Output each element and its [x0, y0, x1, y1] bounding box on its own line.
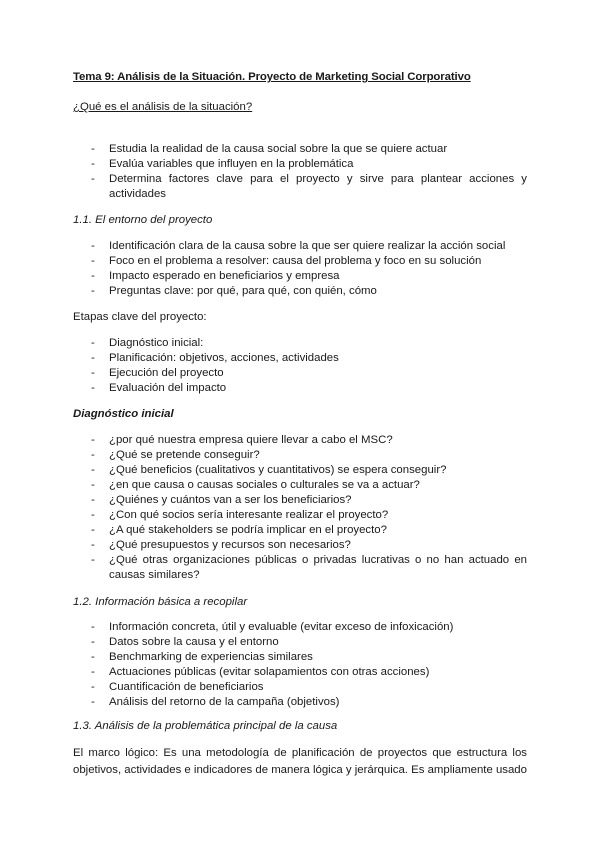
list-item: - ¿Qué beneficios (cualitativos y cuantitativos) se espera conseguir? — [91, 464, 447, 476]
page-title: Tema 9: Análisis de la Situación. Proyecto de Marketing Social Corporativo — [73, 71, 471, 83]
list-item: - ¿Qué se pretende conseguir? — [91, 449, 260, 461]
list-item: - Determina factores clave para el proyecto y sirve para plantear acciones y actividades — [91, 173, 527, 200]
list-item: - Foco en el problema a resolver: causa del problema y foco en su solución — [91, 255, 482, 267]
list-item: - Análisis del retorno de la campaña (objetivos) — [91, 696, 340, 708]
list-item: - ¿Quiénes y cuántos van a ser los beneficiarios? — [91, 494, 352, 506]
list-item: - Diagnóstico inicial: — [91, 337, 204, 349]
list-item: - ¿por qué nuestra empresa quiere llevar a cabo el MSC? — [91, 434, 393, 446]
list-item: - Cuantificación de beneficiarios — [91, 681, 264, 693]
section-heading-1-3: 1.3. Análisis de la problemática principal de la causa — [73, 720, 338, 732]
diagnostico-heading: Diagnóstico inicial — [73, 408, 174, 420]
list-item: - Identificación clara de la causa sobre la que ser quiere realizar la acción social — [91, 240, 506, 252]
list-item: - Impacto esperado en beneficiarios y empresa — [91, 270, 340, 282]
intro-list — [0, 142, 600, 202]
info-list — [0, 620, 600, 710]
list-item: - Evalúa variables que influyen en la problemática — [91, 158, 354, 170]
list-item: - Ejecución del proyecto — [91, 367, 224, 379]
etapas-label: Etapas clave del proyecto: — [73, 311, 207, 323]
list-item: - Estudia la realidad de la causa social sobre la que se quiere actuar — [91, 143, 448, 155]
list-item: - Evaluación del impacto — [91, 382, 227, 394]
section-question: ¿Qué es el análisis de la situación? — [73, 101, 253, 113]
list-item: - Información concreta, útil y evaluable (evitar exceso de infoxicación) — [91, 621, 454, 633]
list-item: - Planificación: objetivos, acciones, actividades — [91, 352, 339, 364]
list-item: - Datos sobre la causa y el entorno — [91, 636, 279, 648]
list-item: - ¿Qué otras organizaciones públicas o privadas lucrativas o no han actuado en causas similares? — [91, 554, 527, 581]
list-item: - Actuaciones públicas (evitar solapamientos con otras acciones) — [91, 666, 430, 678]
list-item: - Benchmarking de experiencias similares — [91, 651, 313, 663]
list-item: - ¿en que causa o causas sociales o culturales se va a actuar? — [91, 479, 420, 491]
entorno-list — [0, 239, 600, 299]
diagnostico-list — [0, 433, 600, 583]
list-item: - ¿Qué presupuestos y recursos son necesarios? — [91, 539, 351, 551]
list-item: - Preguntas clave: por qué, para qué, con quién, cómo — [91, 285, 377, 297]
list-item: - ¿Con qué socios sería interesante realizar el proyecto? — [91, 509, 389, 521]
etapas-list — [0, 336, 600, 396]
list-item: - ¿A qué stakeholders se podría implicar en el proyecto? — [91, 524, 387, 536]
section-heading-1-2: 1.2. Información básica a recopilar — [73, 596, 248, 608]
closing-paragraph: El marco lógico: Es una metodología de planificación de proyectos que estructura los objetivos, actividades e indicadores de manera lógica y jerárquica. Es ampliamente usado — [73, 747, 527, 776]
section-heading-1-1: 1.1. El entorno del proyecto — [73, 214, 213, 226]
